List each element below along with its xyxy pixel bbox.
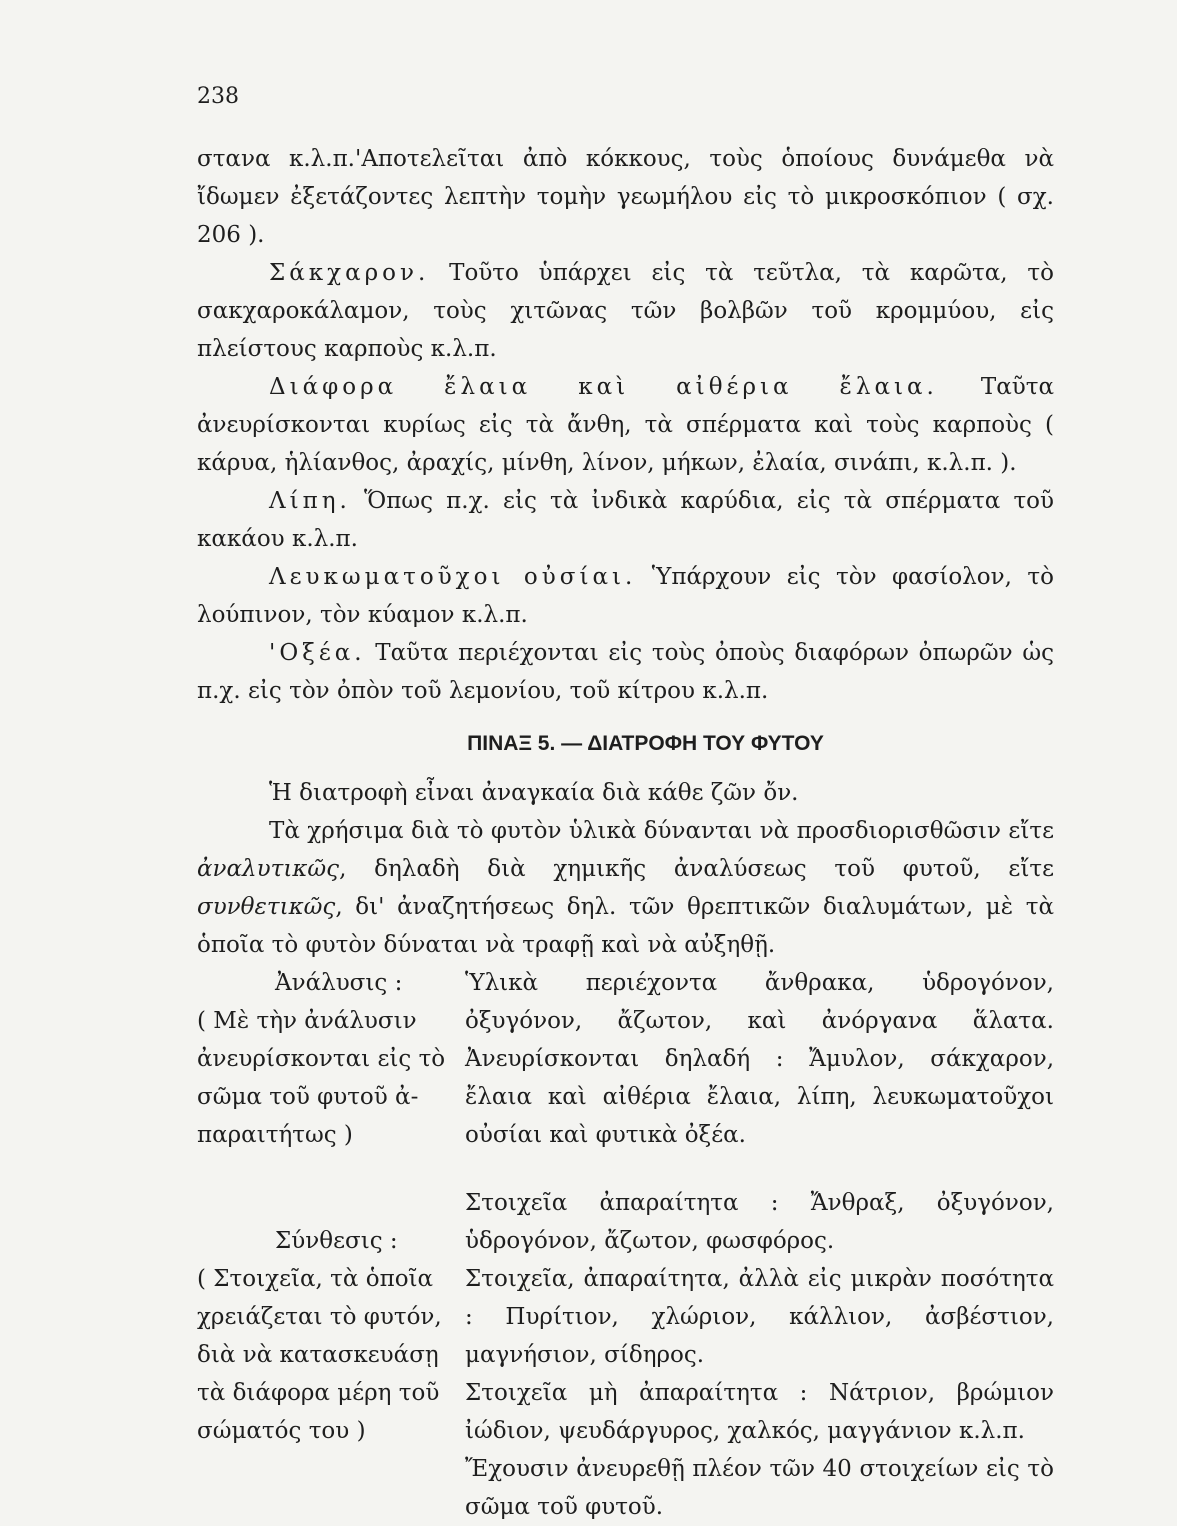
text-acids: Ταῦτα περιέχονται εἰς τοὺς ὀποὺς διαφόρων ὀπωρῶν ὡς π.χ. εἰς τὸν ὀπὸν τοῦ λεμονίου, τοῦ κίτρου κ.λ.π. [197,640,1054,704]
text-sugar: Τοῦτο ὑπάρχει εἰς τὰ τεῦτλα, τὰ καρῶτα, τὸ σακχαροκάλαμον, τοὺς χιτῶνας τῶν βολβῶν τοῦ κρομμύου, εἰς πλείστους καρποὺς κ.λ.π. [197,260,1054,362]
analysis-label: Ἀνάλυσις : [275,970,403,996]
methods-text-b: , δηλαδὴ διὰ χημικῆς ἀναλύσεως τοῦ φυτοῦ, εἴτε [339,856,1054,882]
methods-text-c: , δι' ἀναζητήσεως δηλ. τῶν θρεπτικῶν διαλυμάτων, μὲ τὰ ὁποῖα τὸ φυτὸν δύναται νὰ τραφῇ καὶ νὰ αὐξηθῇ. [197,894,1054,958]
synthesis-item: Στοιχεῖα μὴ ἀπαραίτητα : Νάτριον, βρώμιον ἰώδιον, ψευδάργυρος, χαλκός, μαγγάνιον κ.λ.π. [465,1380,1054,1444]
spacer [197,1154,1054,1184]
term-oils: Διάφορα ἔλαια καὶ αἰθέρια ἔλαια. [269,374,938,400]
paragraph-sugar [197,254,1054,368]
term-fats: Λίπη. [269,488,351,514]
term-analytically: ἀναλυτικῶς [197,856,340,882]
text-proteins: Ὑπάρχουν εἰς τὸν φασίολον, τὸ λούπινον, τὸν κύαμον κ.λ.π. [197,564,1054,628]
analysis-text: Ὑλικὰ περιέχοντα ἄνθρακα, ὑδρογόνον, ὀξυγόνον, ἄζωτον, καὶ ἀνόργανα ἅλατα. Ἀνευρίσκονται δηλαδή : Ἄμυλον, σάκχαρον, ἔλαια καὶ αἰθέρια ἔλαια, λίπη, λευκωματοῦχοι οὐσίαι καὶ φυτικὰ ὀξέα. [465,970,1054,1148]
paragraph-starch: στανα κ.λ.π.'Αποτελεῖται ἀπὸ κόκκους, τοὺς ὁποίους δυνάμεθα νὰ ἴδωμεν ἐξετάζοντες λεπτὴν τομὴν γεωμήλου εἰς τὸ μικροσκόπιον ( σχ. 206 ). [197,146,1054,248]
paragraph-methods [197,812,1054,964]
paragraph-acids [197,634,1054,710]
analysis-left [197,964,451,1154]
text-oils: Ταῦτα ἀνευρίσκονται κυρίως εἰς τὰ ἄνθη, τὰ σπέρματα καὶ τοὺς καρποὺς ( κάρυα, ἡλίανθος, ἀραχίς, μίνθη, λίνον, μήκων, ἐλαία, σινάπι, κ.λ.π. ). [197,374,1055,476]
page-number: 238 [197,84,239,109]
methods-text-a: Τὰ χρήσιμα διὰ τὸ φυτὸν ὑλικὰ δύνανται νὰ προσδιορισθῶσιν εἴτε [269,818,1054,844]
analysis-right [465,964,1054,1154]
synthesis-label: Σύνθεσις : [275,1228,398,1254]
page-body [197,140,1054,1526]
paragraph-proteins [197,558,1054,634]
analysis-block [197,964,1054,1154]
paragraph-nutrition: Ἡ διατροφὴ εἶναι ἀναγκαία διὰ κάθε ζῶν ὄν. [269,780,799,806]
paragraph-fats [197,482,1054,558]
synthesis-item: Ἔχουσιν ἀνευρεθῇ πλέον τῶν 40 στοιχείων εἰς τὸ σῶμα τοῦ φυτοῦ. [465,1456,1054,1520]
synthesis-item: Στοιχεῖα, ἀπαραίτητα, ἀλλὰ εἰς μικρὰν ποσότητα : Πυρίτιον, χλώριον, κάλλιον, ἀσβέστιον, μαγνήσιον, σίδηρος. [465,1266,1054,1368]
text-fats: Ὅπως π.χ. εἰς τὰ ἰνδικὰ καρύδια, εἰς τὰ σπέρματα τοῦ κακάου κ.λ.π. [197,488,1054,552]
term-proteins: Λευκωματοῦχοι οὐσίαι. [269,564,637,590]
term-synthetically: συνθετικῶς [197,894,336,920]
synthesis-item: Στοιχεῖα ἀπαραίτητα : Ἄνθραξ, ὀξυγόνον, ὑδρογόνον, ἄζωτον, φωσφόρος. [465,1190,1054,1254]
analysis-note: ( Μὲ τὴν ἀνάλυσιν ἀνευρίσκονται εἰς τὸ σῶμα τοῦ φυτοῦ ἀ- παραιτήτως ) [197,1008,446,1148]
term-sugar: Σάκχαρον. [269,260,430,286]
synthesis-block [197,1184,1054,1526]
synthesis-note: ( Στοιχεῖα, τὰ ὁποῖα χρειάζεται τὸ φυτόν, διὰ νὰ κατασκευάσῃ τὰ διάφορα μέρη τοῦ σώματός του ) [197,1266,442,1444]
table-heading: ΠΙΝΑΞ 5. — ΔΙΑΤΡΟΦΗ ΤΟΥ ΦΥΤΟΥ [467,732,824,755]
paragraph-oils [197,368,1054,482]
synthesis-right [465,1184,1054,1526]
synthesis-left [197,1184,451,1526]
term-acids: 'Οξέα. [269,640,366,666]
